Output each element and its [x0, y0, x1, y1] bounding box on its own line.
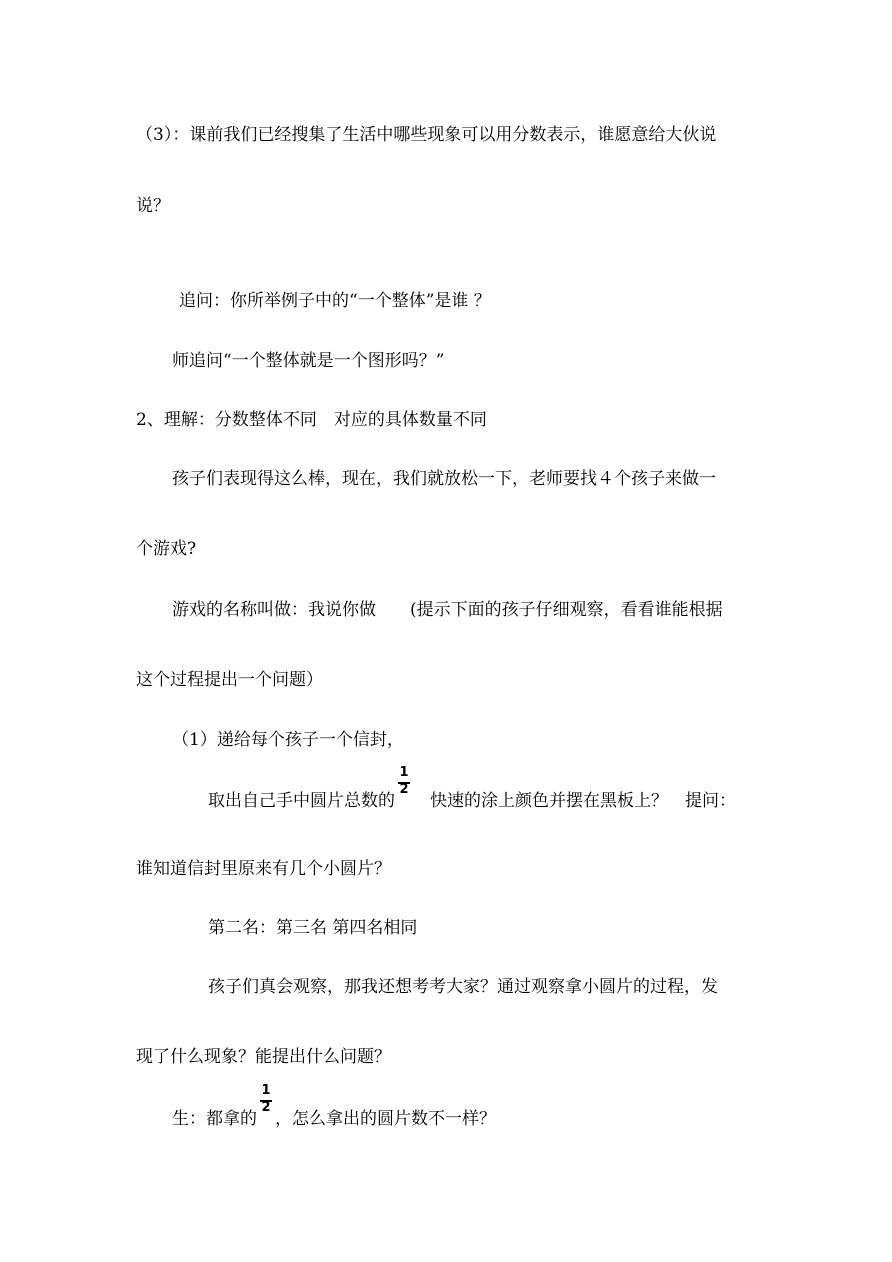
paragraph-question-3: （3）：课前我们已经搜集了生活中哪些现象可以用分数表示，谁愿意给大伙说 — [136, 125, 717, 145]
paragraph-observation: 孩子们真会观察，那我还想考考大家？通过观察拿小圆片的过程，发 — [208, 977, 718, 997]
paragraph-observation-cont: 现了什么现象？能提出什么问题？ — [136, 1047, 391, 1067]
paragraph-step-1: （1）递给每个孩子一个信封， — [172, 730, 404, 750]
fraction-denominator: 2 — [261, 1100, 271, 1115]
paragraph-second-place: 第二名：第三名 第四名相同 — [208, 918, 418, 938]
fraction-numerator: 1 — [399, 765, 409, 780]
take-half-text-before: 取出自己手中圆片总数的 — [208, 791, 395, 811]
paragraph-question-3-cont: 说？ — [136, 196, 170, 216]
fraction-one-half — [259, 1083, 273, 1124]
student-answer-text-after: ，怎么拿出的圆片数不一样？ — [275, 1109, 496, 1129]
paragraph-game-intro-cont: 个游戏? — [136, 539, 197, 559]
paragraph-follow-up: 追问：你所举例子中的“一个整体”是谁 ？ — [179, 291, 491, 311]
fraction-numerator: 1 — [261, 1083, 271, 1098]
paragraph-envelope-question: 谁知道信封里原来有几个小圆片？ — [136, 859, 391, 879]
paragraph-game-intro: 孩子们表现得这么棒，现在，我们就放松一下，老师要找４个孩子来做一 — [172, 469, 716, 489]
paragraph-take-half — [208, 765, 736, 812]
paragraph-student-answer — [172, 1083, 496, 1130]
paragraph-game-name-cont: 这个过程提出一个问题） — [136, 670, 323, 690]
fraction-one-half — [397, 765, 411, 806]
paragraph-game-name: 游戏的名称叫做：我说你做 (提示下面的孩子仔细观察，看看谁能根据 — [172, 600, 723, 620]
paragraph-teacher-follow-up: 师追问“一个整体就是一个图形吗？” — [172, 351, 445, 371]
fraction-denominator: 2 — [399, 782, 409, 797]
section-heading-understanding: 2、理解：分数整体不同 对应的具体数量不同 — [136, 410, 487, 430]
take-half-text-after: 快速的涂上颜色并摆在黑板上？ 提问： — [413, 791, 736, 811]
student-answer-text-before: 生：都拿的 — [172, 1109, 257, 1129]
